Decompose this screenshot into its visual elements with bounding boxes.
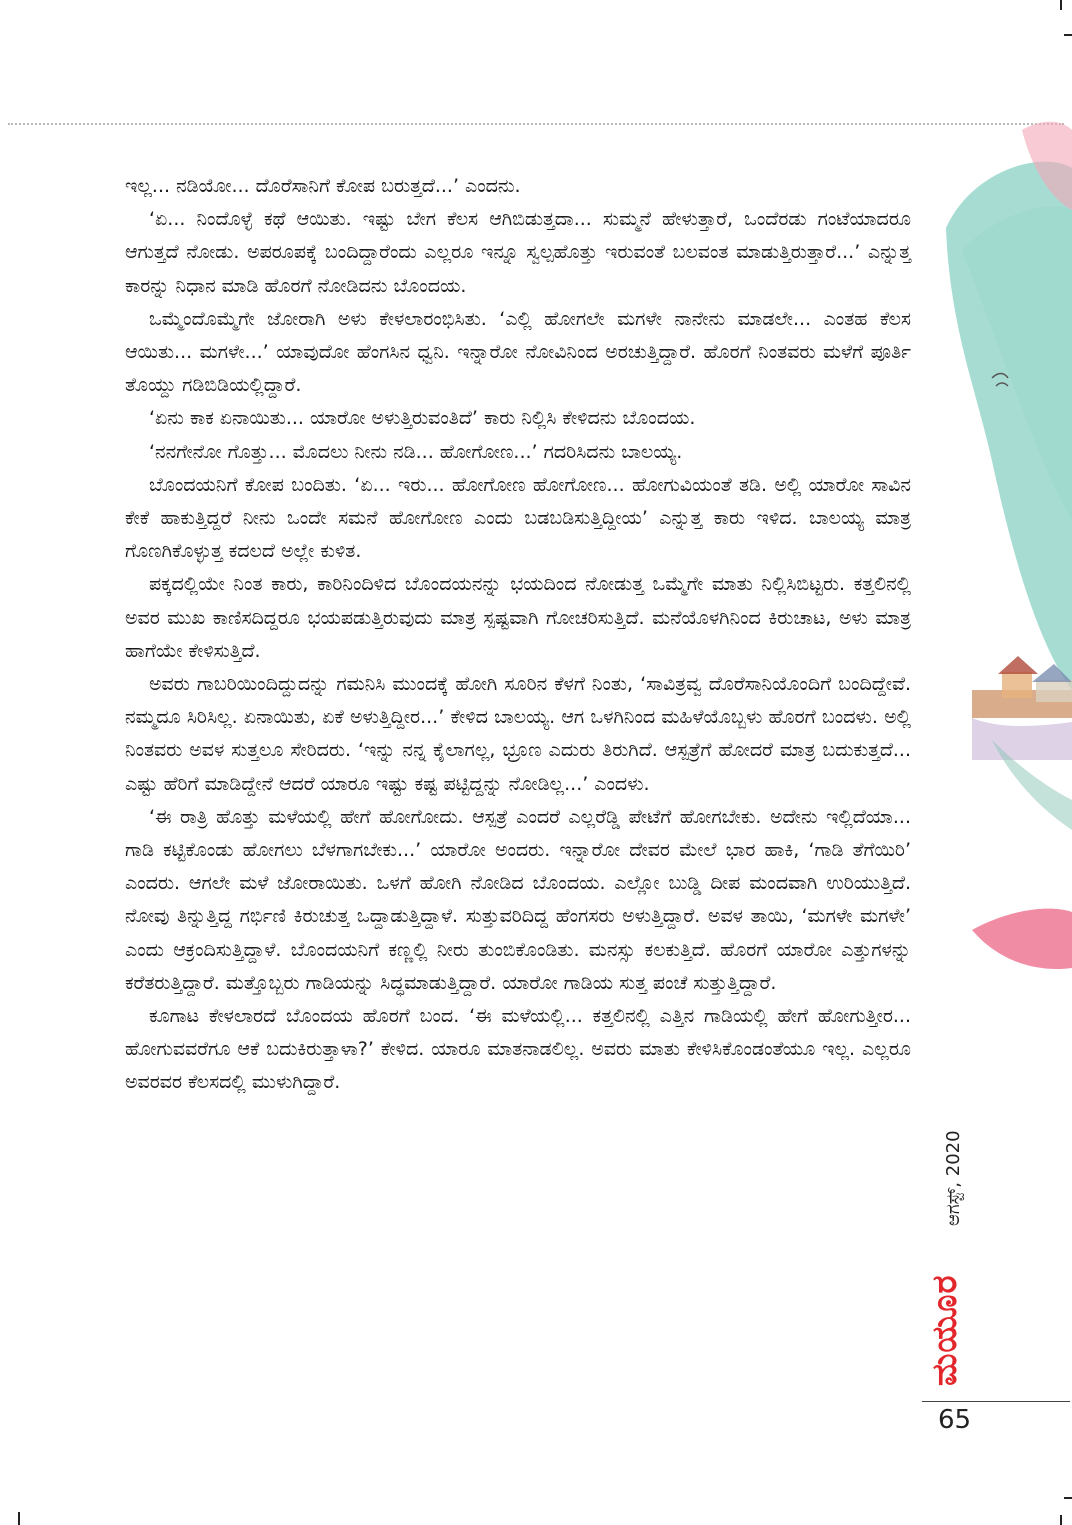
teal-wash-light: [962, 206, 1072, 520]
paragraph: ಅವರು ಗಾಬರಿಯಿಂದಿದ್ದುದನ್ನು ಗಮನಿಸಿ ಮುಂದಕ್ಕೆ ಹೋಗಿ ಸೂರಿನ ಕೆಳಗೆ ನಿಂತು, ‘ಸಾವಿತ್ರವ್ವ ದೊರೆಸಾನಿಯೊಂದಿಗೆ ಬಂದಿದ್ದೇವೆ. ನಮ್ಮದೂ ಸಿರಿಸಿಲ್ಲ. ಏನಾಯಿತು, ಏಕೆ ಅಳುತ್ತಿದ್ದೀರ...’ ಕೇಳಿದ ಬಾಲಯ್ಯ. ಆಗ ಒಳಗಿನಿಂದ ಮಹಿಳೆಯೊಬ್ಬಳು ಹೊರಗೆ ಬಂದಳು. ಅಲ್ಲಿ ನಿಂತವರು ಅವಳ ಸುತ್ತಲೂ ಸೇರಿದರು. ‘ಇನ್ನು ನನ್ನ ಕೈಲಾಗಲ್ಲ, ಭ್ರೂಣ ಎದುರು ತಿರುಗಿದೆ. ಆಸ್ಪತ್ರೆಗೆ ಹೋದರೆ ಮಾತ್ರ ಬದುಕುತ್ತದೆ... ಎಷ್ಟು ಹೆರಿಗೆ ಮಾಡಿದ್ದೇನೆ ಆದರೆ ಯಾರೂ ಇಷ್ಟು ಕಷ್ಟ ಪಟ್ಟಿದ್ದನ್ನು ನೋಡಿಲ್ಲ...’ ಎಂದಳು.: [125, 673, 911, 795]
magazine-logo-text: ಮಯೂರ: [925, 1274, 965, 1386]
paragraph: ಕೂಗಾಟ ಕೇಳಲಾರದೆ ಬೊಂದಯ ಹೊರಗೆ ಬಂದ. ‘ಈ ಮಳೆಯಲ್ಲಿ... ಕತ್ತಲಿನಲ್ಲಿ ಎತ್ತಿನ ಗಾಡಿಯಲ್ಲಿ ಹೇಗೆ ಹೋಗುತ್ತೀರ... ಹೋಗುವವರೆಗೂ ಆಕೆ ಬದುಕಿರುತ್ತಾಳಾ?’ ಕೇಳಿದ. ಯಾರೂ ಮಾತನಾಡಲಿಲ್ಲ. ಅವರು ಮಾತು ಕೇಳಿಸಿಕೊಂಡಂತೆಯೂ ಇಲ್ಲ. ಎಲ್ಲರೂ ಅವರವರ ಕೆಲಸದಲ್ಲಿ ಮುಳುಗಿದ್ದಾರೆ.: [125, 1005, 911, 1094]
issue-date: [943, 1116, 973, 1226]
teal-wash: [946, 162, 1072, 690]
paragraph: ‘ಈ ರಾತ್ರಿ ಹೊತ್ತು ಮಳೆಯಲ್ಲಿ ಹೇಗೆ ಹೋಗೋದು. ಆಸ್ಪತ್ರೆ ಎಂದರೆ ಎಲ್ಲರೆಡ್ಡಿ ಪೇಟೆಗೆ ಹೋಗಬೇಕು. ಅದೇನು ಇಲ್ಲಿದೆಯಾ... ಗಾಡಿ ಕಟ್ಟಿಕೊಂಡು ಹೋಗಲು ಬೆಳಗಾಗಬೇಕು...’ ಯಾರೋ ಅಂದರು. ಇನ್ನಾರೋ ದೇವರ ಮೇಲೆ ಭಾರ ಹಾಕಿ, ‘ಗಾಡಿ ತೆಗೆಯಿರಿ’ ಎಂದರು. ಆಗಲೇ ಮಳೆ ಜೋರಾಯಿತು. ಒಳಗೆ ಹೋಗಿ ನೋಡಿದ ಬೊಂದಯ. ಎಲ್ಲೋ ಬುಡ್ಡಿ ದೀಪ ಮಂದವಾಗಿ ಉರಿಯುತ್ತಿದೆ. ನೋವು ತಿನ್ನುತ್ತಿದ್ದ ಗರ್ಭಿಣಿ ಕಿರುಚುತ್ತ ಒದ್ದಾಡುತ್ತಿದ್ದಾಳೆ. ಸುತ್ತುವರಿದಿದ್ದ ಹೆಂಗಸರು ಅಳುತ್ತಿದ್ದಾರೆ. ಅವಳ ತಾಯಿ, ‘ಮಗಳೇ ಮಗಳೇ’ ಎಂದು ಆಕ್ರಂದಿಸುತ್ತಿದ್ದಾಳೆ. ಬೊಂದಯನಿಗೆ ಕಣ್ಣಲ್ಲಿ ನೀರು ತುಂಬಿಕೊಂಡಿತು. ಮನಸ್ಸು ಕಲಕುತ್ತಿದೆ. ಹೊರಗೆ ಯಾರೋ ಎತ್ತುಗಳನ್ನು ಕರೆತರುತ್ತಿದ್ದಾರೆ. ಮತ್ತೊಬ್ಬರು ಗಾಡಿಯನ್ನು ಸಿದ್ಧಮಾಡುತ್ತಿದ್ದಾರೆ. ಯಾರೋ ಗಾಡಿಯ ಸುತ್ತ ಪಂಚೆ ಸುತ್ತುತ್ತಿದ್ದಾರೆ.: [125, 805, 911, 994]
crop-mark: [18, 1512, 20, 1525]
bird-sketch: [992, 374, 1008, 387]
crop-mark: [1064, 34, 1072, 36]
paragraph: ಬೊಂದಯನಿಗೆ ಕೋಪ ಬಂದಿತು. ‘ಏ... ಇರು... ಹೋಗೋಣ ಹೋಗೋಣ... ಹೋಗುವಿಯಂತೆ ತಡಿ. ಅಲ್ಲಿ ಯಾರೋ ಸಾವಿನ ಕೇಕೆ ಹಾಕುತ್ತಿದ್ದರೆ ನೀನು ಒಂದೇ ಸಮನೆ ಹೋಗೋಣ ಎಂದು ಬಡಬಡಿಸುತ್ತಿದ್ದೀಯ’ ಎನ್ನುತ್ತ ಕಾರು ಇಳಿದ. ಬಾಲಯ್ಯ ಮಾತ್ರ ಗೊಣಗಿಕೊಳ್ಳುತ್ತ ಕದಲದೆ ಅಲ್ಲೇ ಕುಳಿತ.: [125, 473, 911, 563]
paragraph: ಇಲ್ಲ... ನಡಿಯೋ... ದೊರೆಸಾನಿಗೆ ಕೋಪ ಬರುತ್ತದೆ...’ ಎಂದನು.: [125, 175, 521, 197]
magazine-logo: [925, 1236, 975, 1386]
header-dotted-rule: [8, 123, 1064, 125]
crop-mark: [1064, 1497, 1072, 1499]
village-scene: [972, 656, 1072, 830]
paragraph: ಒಮ್ಮೆಂದೊಮ್ಮೆಗೇ ಜೋರಾಗಿ ಅಳು ಕೇಳಲಾರಂಭಿಸಿತು. ‘ಎಲ್ಲಿ ಹೋಗಲೇ ಮಗಳೇ ನಾನೇನು ಮಾಡಲೇ... ಎಂತಹ ಕೆಲಸ ಆಯಿತು... ಮಗಳೇ...’ ಯಾವುದೋ ಹೆಂಗಸಿನ ಧ್ವನಿ. ಇನ್ನಾರೋ ನೋವಿನಿಂದ ಅರಚುತ್ತಿದ್ದಾರೆ. ಹೊರಗೆ ನಿಂತವರು ಮಳೆಗೆ ಪೂರ್ತಿ ತೊಯ್ದು ಗಡಿಬಿಡಿಯಲ್ಲಿದ್ದಾರೆ.: [125, 307, 911, 397]
article-body: [125, 170, 911, 1100]
page-number: 65: [938, 1405, 972, 1435]
paragraph: ‘ಏ... ನಿಂದೊಳ್ಳೆ ಕಥೆ ಆಯಿತು. ಇಷ್ಟು ಬೇಗ ಕೆಲಸ ಆಗಿಬಿಡುತ್ತದಾ... ಸುಮ್ಮನೆ ಹೇಳುತ್ತಾರೆ, ಒಂದೆರಡು ಗಂಟೆಯಾದರೂ ಆಗುತ್ತದೆ ನೋಡು. ಅಪರೂಪಕ್ಕೆ ಬಂದಿದ್ದಾರೆಂದು ಎಲ್ಲರೂ ಇನ್ನೂ ಸ್ವಲ್ಪಹೊತ್ತು ಇರುವಂತೆ ಬಲವಂತ ಮಾಡುತ್ತಿರುತ್ತಾರೆ...’ ಎನ್ನುತ್ತ ಕಾರನ್ನು ನಿಧಾನ ಮಾಡಿ ಹೊರಗೆ ನೋಡಿದನು ಬೊಂದಯ.: [125, 208, 911, 297]
paragraph: ‘ಏನು ಕಾಕ ಏನಾಯಿತು... ಯಾರೋ ಅಳುತ್ತಿರುವಂತಿದೆ’ ಕಾರು ನಿಲ್ಲಿಸಿ ಕೇಳಿದನು ಬೊಂದಯ.: [149, 407, 696, 430]
paragraph: ಪಕ್ಕದಲ್ಲಿಯೇ ನಿಂತ ಕಾರು, ಕಾರಿನಿಂದಿಳಿದ ಬೊಂದಯನನ್ನು ಭಯದಿಂದ ನೋಡುತ್ತ ಒಮ್ಮೆಗೇ ಮಾತು ನಿಲ್ಲಿಸಿಬಿಟ್ಟರು. ಕತ್ತಲಿನಲ್ಲಿ ಅವರ ಮುಖ ಕಾಣಿಸದಿದ್ದರೂ ಭಯಪಡುತ್ತಿರುವುದು ಮಾತ್ರ ಸ್ಪಷ್ಟವಾಗಿ ಗೋಚರಿಸುತ್ತಿದೆ. ಮನೆಯೊಳಗಿನಿಂದ ಕಿರುಚಾಟ, ಅಳು ಮಾತ್ರ ಹಾಗೆಯೇ ಕೇಳಿಸುತ್ತಿದೆ.: [125, 573, 911, 662]
folio-rule: [922, 1401, 1070, 1402]
crop-mark: [1060, 0, 1062, 10]
crop-mark: [1060, 1515, 1062, 1525]
pink-wash-bottom: [972, 909, 1072, 969]
issue-date-text: ಆಗಸ್ಟ್, 2020: [943, 1130, 964, 1226]
pink-wash-top: [1022, 122, 1072, 210]
paragraph: ‘ನನಗೇನೋ ಗೊತ್ತು... ಮೊದಲು ನೀನು ನಡಿ... ಹೋಗೋಣ...’ ಗದರಿಸಿದನು ಬಾಲಯ್ಯ.: [149, 440, 683, 463]
